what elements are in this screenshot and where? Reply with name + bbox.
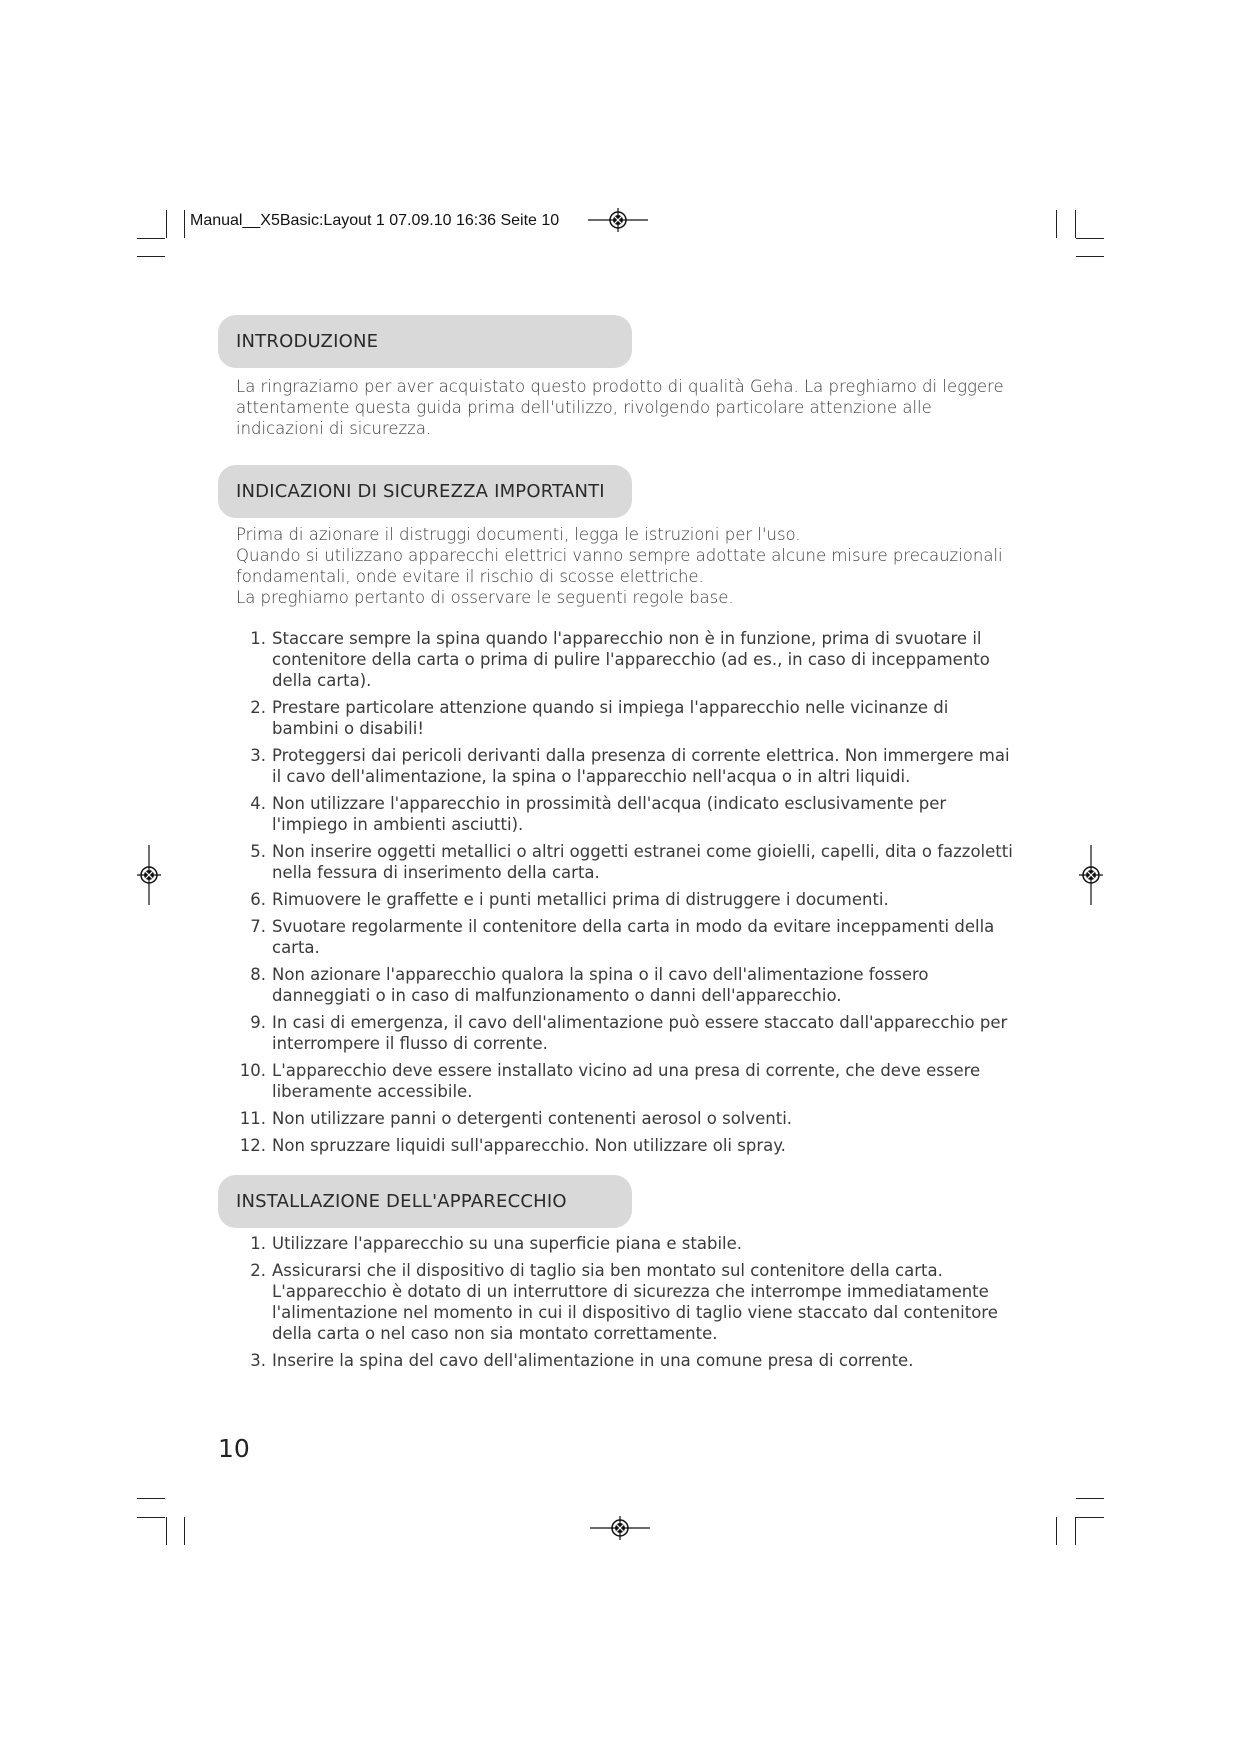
registration-mark-icon xyxy=(590,1498,650,1558)
list-number: 7. xyxy=(250,917,266,936)
list-item xyxy=(236,793,1016,835)
list-number: 1. xyxy=(250,629,266,648)
safety-paragraph: Prima di azionare il distruggi documenti, legga le istruzioni per l'uso. xyxy=(236,525,801,544)
safety-list xyxy=(236,628,1016,1162)
crop-mark xyxy=(1076,1498,1104,1499)
list-number: 12. xyxy=(239,1136,266,1155)
list-item xyxy=(236,1260,1016,1344)
crop-mark xyxy=(166,210,167,238)
safety-intro xyxy=(236,524,1016,608)
list-text: Non azionare l'apparecchio qualora la spina o il cavo dell'alimentazione fossero danneggiati o in caso di malfunzionamento o danni dell'apparecchio. xyxy=(272,965,929,1005)
list-item xyxy=(236,916,1016,958)
crop-mark xyxy=(184,1517,185,1545)
registration-mark-icon xyxy=(588,190,648,250)
crop-mark xyxy=(1056,1517,1057,1545)
list-item xyxy=(236,1350,1016,1371)
list-item xyxy=(236,889,1016,910)
safety-paragraph: Quando si utilizzano apparecchi elettrici vanno sempre adottate alcune misure precauzionali fondamentali, onde evitare il rischio di scosse elettriche. xyxy=(236,546,1003,586)
crop-mark xyxy=(137,256,165,257)
list-number: 10. xyxy=(239,1061,266,1080)
print-slug: Manual__X5Basic:Layout 1 07.09.10 16:36 Seite 10 xyxy=(190,212,560,229)
page-number: 10 xyxy=(218,1434,250,1463)
crop-mark xyxy=(184,210,185,238)
list-item xyxy=(236,1108,1016,1129)
list-text: L'apparecchio deve essere installato vicino ad una presa di corrente, che deve essere liberamente accessibile. xyxy=(272,1061,981,1101)
list-text: Svuotare regolarmente il contenitore della carta in modo da evitare inceppamenti della carta. xyxy=(272,917,995,957)
list-text: Non utilizzare l'apparecchio in prossimità dell'acqua (indicato esclusivamente per l'impiego in ambienti asciutti). xyxy=(272,794,947,834)
list-text: Non inserire oggetti metallici o altri oggetti estranei come gioielli, capelli, dita o fazzoletti nella fessura di inserimento della carta. xyxy=(272,842,1013,882)
list-number: 3. xyxy=(250,746,266,765)
list-item xyxy=(236,1060,1016,1102)
list-item xyxy=(236,1012,1016,1054)
safety-paragraph: La preghiamo pertanto di osservare le seguenti regole base. xyxy=(236,588,734,607)
list-number: 8. xyxy=(250,965,266,984)
crop-mark xyxy=(1076,238,1104,239)
list-number: 9. xyxy=(250,1013,266,1032)
crop-mark xyxy=(137,238,165,239)
list-text: Utilizzare l'apparecchio su una superficie piana e stabile. xyxy=(272,1234,743,1253)
list-item xyxy=(236,745,1016,787)
intro-paragraph: La ringraziamo per aver acquistato questo prodotto di qualità Geha. La preghiamo di leggere attentamente questa guida prima dell'utilizzo, rivolgendo particolare attenzione alle indicazioni di sicurezza. xyxy=(236,377,1004,438)
list-number: 6. xyxy=(250,890,266,909)
list-number: 2. xyxy=(250,698,266,717)
crop-mark xyxy=(1075,210,1076,238)
list-number: 2. xyxy=(250,1261,266,1280)
section-heading-introduzione: INTRODUZIONE xyxy=(218,315,632,368)
list-text: Staccare sempre la spina quando l'apparecchio non è in funzione, prima di svuotare il contenitore della carta o prima di pulire l'apparecchio (ad es., in caso di inceppamento della carta). xyxy=(272,629,990,690)
list-item xyxy=(236,964,1016,1006)
registration-mark-icon xyxy=(1061,845,1121,905)
list-text: Rimuovere le graffette e i punti metallici prima di distruggere i documenti. xyxy=(272,890,889,909)
list-number: 4. xyxy=(250,794,266,813)
crop-mark xyxy=(1076,256,1104,257)
list-item xyxy=(236,841,1016,883)
list-text: Non spruzzare liquidi sull'apparecchio. Non utilizzare oli spray. xyxy=(272,1136,786,1155)
list-item xyxy=(236,1233,1016,1254)
crop-mark xyxy=(1056,210,1057,238)
list-text: In casi di emergenza, il cavo dell'alimentazione può essere staccato dall'apparecchio per interrompere il flusso di corrente. xyxy=(272,1013,1008,1053)
crop-mark xyxy=(137,1517,165,1518)
list-text: Assicurarsi che il dispositivo di taglio sia ben montato sul contenitore della carta. L'apparecchio è dotato di un interruttore di sicurezza che interrompe immediatamente l'alimentazione nel momento in cui il dispositivo di taglio viene staccato dal contenitore della carta o nel caso non sia montato correttamente. xyxy=(272,1261,998,1343)
registration-mark-icon xyxy=(119,845,179,905)
crop-mark xyxy=(166,1517,167,1545)
section-heading-sicurezza: INDICAZIONI DI SICUREZZA IMPORTANTI xyxy=(218,465,632,518)
list-text: Non utilizzare panni o detergenti contenenti aerosol o solventi. xyxy=(272,1109,793,1128)
list-text: Inserire la spina del cavo dell'alimentazione in una comune presa di corrente. xyxy=(272,1351,914,1370)
list-text: Proteggersi dai pericoli derivanti dalla presenza di corrente elettrica. Non immergere mai il cavo dell'alimentazione, la spina o l'apparecchio nell'acqua o in altri liquidi. xyxy=(272,746,1010,786)
crop-mark xyxy=(1075,1517,1076,1545)
crop-mark xyxy=(1076,1517,1104,1518)
list-text: Prestare particolare attenzione quando si impiega l'apparecchio nelle vicinanze di bambini o disabili! xyxy=(272,698,949,738)
section-heading-installazione: INSTALLAZIONE DELL'APPARECCHIO xyxy=(218,1175,632,1228)
list-number: 1. xyxy=(250,1234,266,1253)
crop-mark xyxy=(137,1498,165,1499)
list-item xyxy=(236,697,1016,739)
list-item xyxy=(236,628,1016,691)
list-number: 11. xyxy=(239,1109,266,1128)
list-number: 3. xyxy=(250,1351,266,1370)
list-number: 5. xyxy=(250,842,266,861)
install-list xyxy=(236,1233,1016,1377)
list-item xyxy=(236,1135,1016,1156)
